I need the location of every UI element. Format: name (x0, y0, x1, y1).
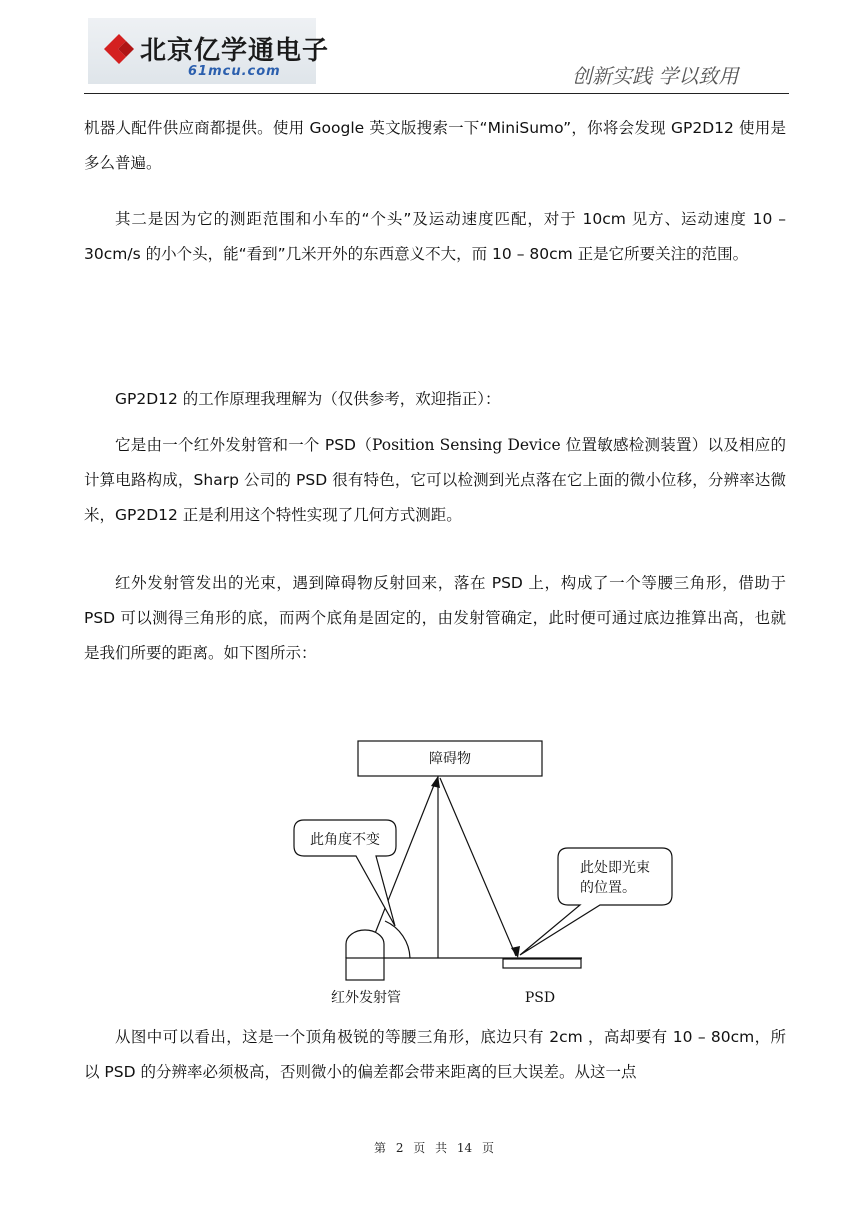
paragraph-4-lead: 它是由一个红外发射管和一个 PSD（ (115, 436, 372, 454)
paragraph-2: 其二是因为它的测距范围和小车的“个头”及运动速度匹配，对于 10cm 见方、运动速度 10 – 30cm/s 的小个头，能“看到”几米开外的东西意义不大，而 10 – 80cm 正是它所要关注的范围。 (84, 210, 786, 263)
callout-spot (520, 848, 672, 955)
callout-angle (294, 820, 396, 926)
paragraph-4-rest: ）以及相应的计算电路构成，Sharp 公司的 PSD 很有特色，它可以检测到光点落在它上面的微小位移，分辨率达微米，GP2D12 正是利用这个特性实现了几何方式测距。 (84, 436, 786, 524)
reflected-beam (440, 778, 516, 956)
callout-spot-line1: 此处即光束 (580, 860, 650, 876)
paragraph-6: 从图中可以看出，这是一个顶角极锐的等腰三角形，底边只有 2cm ，高却要有 10 – 80cm，所以 PSD 的分辨率必须极高，否则微小的偏差都会带来距离的巨大误差。从这一点 (84, 1028, 786, 1081)
logo-url: 61mcu.com (188, 64, 281, 79)
psd-label: PSD (524, 990, 556, 1006)
psd-full-name: Position Sensing Device 位置敏感检测装置 (371, 436, 692, 454)
obstacle-box (358, 741, 542, 776)
emitter-tube (346, 930, 384, 980)
company-logo (88, 18, 330, 84)
page-number: 第 2 页 共 14 页 (374, 1141, 494, 1155)
paragraph-5: 红外发射管发出的光束，遇到障碍物反射回来，落在 PSD 上，构成了一个等腰三角形，借助于 PSD 可以测得三角形的底，而两个底角是固定的，由发射管确定，此时便可通过底边推算出高，也就是我们所要的距离。如下图所示： (84, 574, 786, 662)
header-divider (84, 93, 789, 94)
emitter-label: 红外发射管 (331, 990, 401, 1006)
angle-arc (385, 921, 410, 958)
paragraph-1: 机器人配件供应商都提供。使用 Google 英文版搜索一下“MiniSumo”，你将会发现 GP2D12 使用是多么普遍。 (84, 119, 786, 172)
callout-angle-text: 此角度不变 (310, 832, 380, 848)
ranging-diagram (290, 730, 690, 1020)
page-header (0, 0, 868, 100)
logo-title: 北京亿学通电子 (140, 36, 330, 66)
paragraph-3: GP2D12 的工作原理我理解为（仅供参考，欢迎指正）： (115, 390, 501, 408)
callout-spot-line2: 的位置。 (580, 880, 636, 896)
emitted-beam (370, 780, 436, 946)
logo-arrow-icon (102, 32, 136, 66)
header-slogan: 创新实践 学以致用 (572, 64, 739, 88)
obstacle-label: 障碍物 (429, 751, 471, 767)
beam-arrowhead-up (431, 776, 440, 788)
psd-sensor (503, 959, 581, 968)
paragraph-4 (84, 428, 786, 533)
